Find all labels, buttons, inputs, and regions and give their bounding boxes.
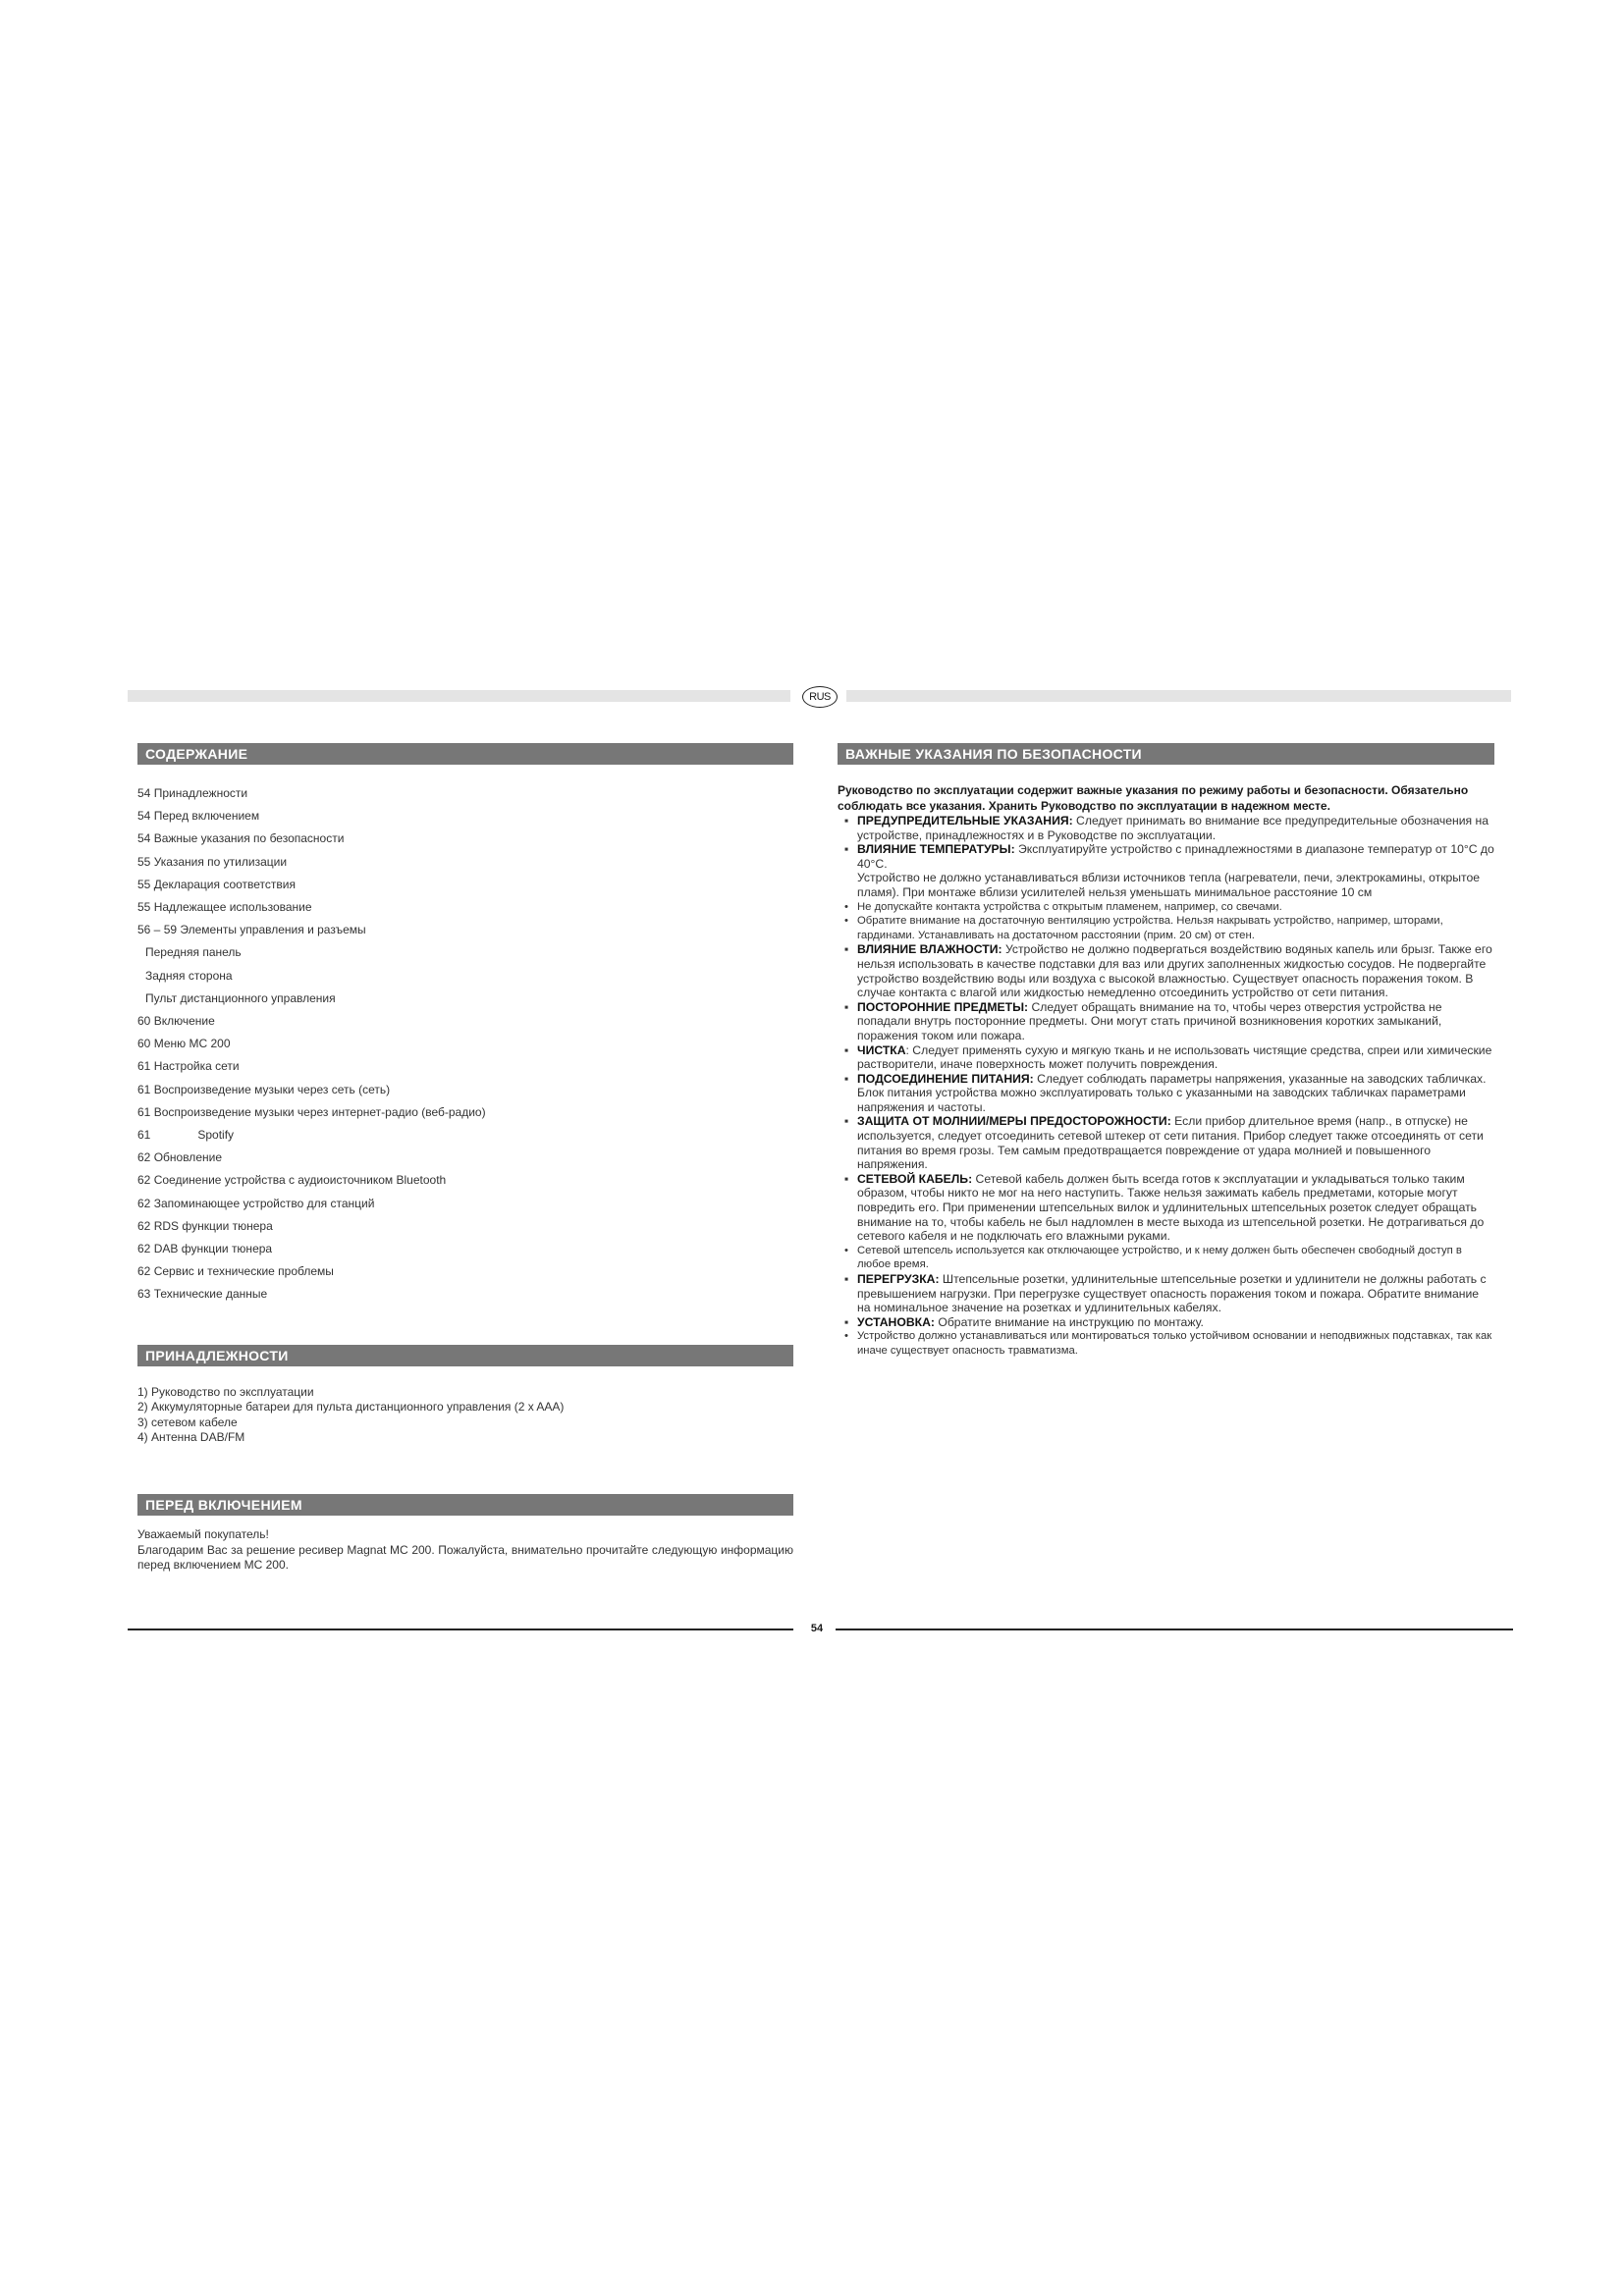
toc-text: Меню MC 200 xyxy=(153,1037,231,1051)
safety-item-text: Сетевой кабель должен быть всегда готов к эксплуатации и укладываться только таким образом, чтобы никто не мог на него наступить. Также нельзя зажимать кабель предметами, которые могут повредить его. При применении штепсельных вилок и удлинительных штепсельных розеток следует обращать внимание на то, чтобы кабель не был надломлен в месте выхода из штепсельной розетки. Не дотрагиваться до сетевого кабеля и не подключать его влажными руками. xyxy=(857,1171,1485,1244)
safety-item xyxy=(838,1043,1494,1072)
bullet-icon: ▪ xyxy=(844,1042,849,1057)
safety-item xyxy=(838,1072,1494,1115)
safety-item-label: ВЛИЯНИЕ ТЕМПЕРАТУРЫ: xyxy=(857,842,1015,857)
contents-heading: СОДЕРЖАНИЕ xyxy=(137,743,793,765)
bullet-icon: ▪ xyxy=(844,842,849,857)
toc-item xyxy=(137,941,793,964)
accessories-list xyxy=(137,1385,793,1446)
toc-page-number: 56 – 59 xyxy=(137,923,178,937)
safety-item xyxy=(838,1315,1494,1330)
safety-item xyxy=(838,1272,1494,1315)
safety-item-label: ЗАЩИТА ОТ МОЛНИИ/МЕРЫ ПРЕДОСТОРОЖНОСТИ: xyxy=(857,1114,1171,1129)
toc-text: Воспроизведение музыки через интернет-радио (веб-радио) xyxy=(153,1104,486,1119)
top-rule-right xyxy=(846,690,1511,702)
bullet-icon: ▪ xyxy=(844,814,849,828)
toc-item xyxy=(137,851,793,874)
toc-item xyxy=(137,1010,793,1033)
safety-item-label: ЧИСТКА xyxy=(857,1042,906,1057)
safety-item xyxy=(838,842,1494,899)
toc-item xyxy=(137,1215,793,1238)
safety-item-text: Следует соблюдать параметры напряжения, указанные на заводских табличках. Блок питания устройства можно эксплуатировать только с указанными на заводских табличках параметрами напряжения и частоты. xyxy=(857,1071,1487,1114)
toc-item xyxy=(137,782,793,805)
toc-text: Указания по утилизации xyxy=(153,854,288,869)
toc-text: Важные указания по безопасности xyxy=(153,831,345,846)
bullet-icon: ▪ xyxy=(844,942,849,957)
bullet-icon: ▪ xyxy=(844,1171,849,1186)
toc-item xyxy=(137,1169,793,1192)
bullet-icon: • xyxy=(844,1244,848,1256)
accessory-item: 3) сетевом кабеле xyxy=(137,1415,238,1429)
accessory-item: 2) Аккумуляторные батареи для пульта дистанционного управления (2 x AAA) xyxy=(137,1400,565,1415)
safety-item-text: Штепсельные розетки, удлинительные штепсельные розетки и удлинители не должны работать с превышением нагрузки. При перегрузке существует опасность поражения током и пожара. Обратите внимание на номинальное значение на розетках и удлинительных кабелях. xyxy=(857,1272,1487,1315)
safety-item-text: : Следует применять сухую и мягкую ткань и не использовать чистящие средства, спреи или химические растворители, иначе поверхность может получить повреждения. xyxy=(857,1042,1492,1072)
before-section xyxy=(137,1494,793,1574)
safety-item xyxy=(838,1244,1494,1272)
safety-item-label: ПОСТОРОННИЕ ПРЕДМЕТЫ: xyxy=(857,999,1029,1014)
toc-text: Технические данные xyxy=(153,1287,268,1302)
bullet-icon: • xyxy=(844,915,848,928)
toc-text: Настройка сети xyxy=(153,1059,240,1074)
toc-page-number: 61 xyxy=(137,1128,151,1143)
toc-page-number: 55 xyxy=(137,900,151,915)
safety-item-text: Устройство должно устанавливаться или монтироваться только устойчивом основании и неподвижных подставках, так как иначе существует опасность травматизма. xyxy=(857,1330,1492,1357)
safety-item-label: ВЛИЯНИЕ ВЛАЖНОСТИ: xyxy=(857,942,1002,957)
toc-item xyxy=(137,965,793,988)
bottom-rule-right xyxy=(836,1629,1513,1630)
toc-text: Включение xyxy=(153,1014,215,1029)
toc-page-number: 55 xyxy=(137,854,151,869)
toc-text: Запоминающее устройство для станций xyxy=(153,1196,375,1210)
before-heading: ПЕРЕД ВКЛЮЧЕНИЕМ xyxy=(137,1494,793,1516)
toc-page-number: 62 xyxy=(137,1264,151,1279)
safety-item-text: Обратите внимание на достаточную вентиляцию устройства. Нельзя накрывать устройство, например, шторами, гардинами. Устанавливать на достаточном расстоянии (прим. 20 см) от стен. xyxy=(857,915,1443,941)
toc-page-number: 62 xyxy=(137,1150,151,1165)
toc-item xyxy=(137,1033,793,1055)
safety-item-text: Устройство не должно подвергаться воздействию водяных капель или брызг. Также его нельзя использовать в качестве подставки для ваз или других заполненных жидкостью сосудов. Не подвергайте устройство воздействию воды или воздуха с высокой влажностью. Существует опасность поражения током. В случае контакта с влагой или жидкостью немедленно отсоединить устройство от сети питания. xyxy=(857,942,1492,1000)
toc-item xyxy=(137,1238,793,1260)
toc-text: Передняя панель xyxy=(145,945,242,960)
toc-item xyxy=(137,805,793,828)
toc-text: Принадлежности xyxy=(153,786,248,800)
bullet-icon: • xyxy=(844,1330,848,1343)
top-rule-left xyxy=(128,690,790,702)
bullet-icon: • xyxy=(844,900,848,913)
safety-item-text: Сетевой штепсель используется как отключающее устройство, и к нему должен быть обеспечен свободный доступ в любое время. xyxy=(857,1244,1462,1271)
toc-text: Spotify xyxy=(197,1128,235,1143)
safety-item-text: Эксплуатируйте устройство с принадлежностями в диапазоне температур от 10°C до 40°C. Устройство не должно устанавливаться вблизи источников тепла (нагреватели, печи, электрокамины, открытое пламя). При монтаже вблизи усилителей нельзя уменьшать минимальное расстояние 10 см xyxy=(857,842,1494,899)
safety-item-label: ПРЕДУПРЕДИТЕЛЬНЫЕ УКАЗАНИЯ: xyxy=(857,814,1073,828)
safety-item-text: Не допускайте контакта устройства с открытым пламенем, например, со свечами. xyxy=(857,900,1282,913)
safety-item-text: Если прибор длительное время (напр., в отпуске) не используется, следует отсоединить сетевой штекер от сети питания. Прибор следует также отсоединять от сети питания во время грозы. Тем самым предотвращается повреждение от удара молнией и повышенного напряжения. xyxy=(857,1114,1484,1172)
toc-item xyxy=(137,1147,793,1169)
toc-item xyxy=(137,1193,793,1215)
toc-page-number: 54 xyxy=(137,786,151,800)
toc-item xyxy=(137,896,793,919)
toc-text: Обновление xyxy=(153,1150,222,1165)
toc-page-number: 62 xyxy=(137,1196,151,1210)
bullet-icon: ▪ xyxy=(844,1071,849,1086)
contents-section xyxy=(137,743,793,1307)
toc-page-number: 61 xyxy=(137,1082,151,1096)
toc-text: Пульт дистанционного управления xyxy=(145,990,336,1005)
safety-section xyxy=(838,743,1494,1359)
toc-text: Перед включением xyxy=(153,809,260,824)
safety-item-label: ПЕРЕГРУЗКА: xyxy=(857,1272,940,1286)
accessory-item: 4) Антенна DAB/FM xyxy=(137,1430,245,1445)
safety-item-text: Обратите внимание на инструкцию по монтажу. xyxy=(934,1314,1204,1329)
toc-item xyxy=(137,1079,793,1101)
safety-item xyxy=(838,1114,1494,1171)
toc-text: Воспроизведение музыки через сеть (сеть) xyxy=(153,1082,391,1096)
safety-heading: ВАЖНЫЕ УКАЗАНИЯ ПО БЕЗОПАСНОСТИ xyxy=(838,743,1494,765)
toc-text: Соединение устройства с аудиоисточником Bluetooth xyxy=(153,1173,447,1188)
toc-text: Задняя сторона xyxy=(145,968,233,983)
safety-list xyxy=(838,814,1494,1359)
toc-item xyxy=(137,919,793,941)
greeting: Уважаемый покупатель! xyxy=(137,1527,269,1541)
toc-page-number: 63 xyxy=(137,1287,151,1302)
toc-item xyxy=(137,828,793,850)
safety-item xyxy=(838,814,1494,842)
toc-page-number: 62 xyxy=(137,1218,151,1233)
toc-page-number: 54 xyxy=(137,831,151,846)
toc-text: Декларация соответствия xyxy=(153,877,296,891)
bullet-icon: ▪ xyxy=(844,1272,849,1286)
safety-item xyxy=(838,942,1494,999)
toc-page-number: 62 xyxy=(137,1173,151,1188)
safety-item xyxy=(838,1172,1494,1244)
toc-text: Сервис и технические проблемы xyxy=(153,1264,334,1279)
accessory-item: 1) Руководство по эксплуатации xyxy=(137,1385,314,1399)
safety-item xyxy=(838,1329,1494,1358)
before-text: Благодарим Вас за решение ресивер Magnat MC 200. Пожалуйста, внимательно прочитайте следующую информацию перед включением MC 200. xyxy=(137,1542,793,1572)
bullet-icon: ▪ xyxy=(844,1314,849,1329)
toc-item xyxy=(137,1124,793,1147)
toc-item xyxy=(137,1283,793,1306)
toc-item xyxy=(137,988,793,1010)
toc-page-number: 62 xyxy=(137,1242,151,1256)
safety-item-label: ПОДСОЕДИНЕНИЕ ПИТАНИЯ: xyxy=(857,1071,1034,1086)
page-number: 54 xyxy=(810,1623,824,1634)
toc-text: Надлежащее использование xyxy=(153,900,312,915)
toc-item xyxy=(137,1260,793,1283)
safety-item xyxy=(838,914,1494,942)
safety-intro: Руководство по эксплуатации содержит важные указания по режиму работы и безопасности. Обязательно соблюдать все указания. Хранить Руководство по эксплуатации в надежном месте. xyxy=(838,783,1469,813)
safety-item-label: СЕТЕВОЙ КАБЕЛЬ: xyxy=(857,1171,973,1186)
bottom-rule-left xyxy=(128,1629,793,1630)
toc-page-number: 60 xyxy=(137,1014,151,1029)
toc-text: DAB функции тюнера xyxy=(153,1242,273,1256)
safety-item xyxy=(838,1000,1494,1043)
language-badge: RUS xyxy=(802,686,838,708)
toc-text: RDS функции тюнера xyxy=(153,1218,273,1233)
safety-item xyxy=(838,900,1494,915)
toc-page-number: 61 xyxy=(137,1059,151,1074)
safety-item-label: УСТАНОВКА: xyxy=(857,1314,935,1329)
toc-page-number: 60 xyxy=(137,1037,151,1051)
toc-page-number: 61 xyxy=(137,1104,151,1119)
toc-item xyxy=(137,1101,793,1124)
contents-list xyxy=(137,782,793,1307)
safety-item-text: Следует обращать внимание на то, чтобы через отверстия устройства не попадали внутрь посторонние предметы. Они могут стать причиной возникновения коротких замыканий, поражения током или пожара. xyxy=(857,999,1442,1042)
toc-item xyxy=(137,1055,793,1078)
accessories-section xyxy=(137,1345,793,1446)
accessories-heading: ПРИНАДЛЕЖНОСТИ xyxy=(137,1345,793,1366)
safety-item-text: Следует принимать во внимание все предупредительные обозначения на устройстве, принадлежностях и в Руководстве по эксплуатации. xyxy=(857,814,1489,842)
toc-item xyxy=(137,874,793,896)
toc-page-number: 54 xyxy=(137,809,151,824)
bullet-icon: ▪ xyxy=(844,1114,849,1129)
toc-text: Элементы управления и разъемы xyxy=(180,923,366,937)
toc-page-number: 55 xyxy=(137,877,151,891)
bullet-icon: ▪ xyxy=(844,999,849,1014)
